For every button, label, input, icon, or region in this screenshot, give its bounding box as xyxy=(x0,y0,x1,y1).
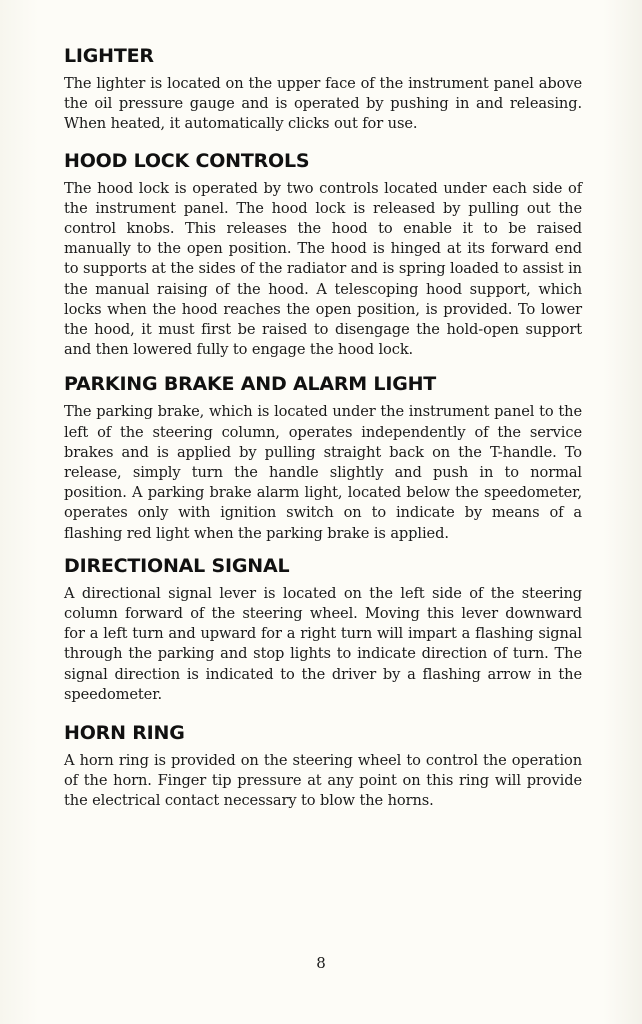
section-heading: PARKING BRAKE AND ALARM LIGHT xyxy=(64,373,437,396)
page-number: 8 xyxy=(316,954,326,972)
section-directional-signal xyxy=(64,554,582,705)
section-lighter xyxy=(64,44,582,135)
section-body: The hood lock is operated by two controls located under each side of the instrument panel. The hood lock is released by pulling out the control knobs. This releases the hood to enable it to be raised manually to the open position. The hood is hinged at its forward end to supports at the sides of the radiator and is spring loaded to assist in the manual raising of the hood. A telescoping hood support, which locks when the hood reaches the open position, is provided. To lower the hood, it must first be raised to disengage the hold-open support and then lowered fully to engage the hood lock. xyxy=(64,179,582,359)
section-hood-lock-controls xyxy=(64,149,582,361)
section-body: A directional signal lever is located on the left side of the steering column forward of the steering wheel. Moving this lever downward for a left turn and upward for a right turn will impart a flashing signal through the parking and stop lights to indicate direction of turn. The signal direction is indicated to the driver by a flashing arrow in the speedometer. xyxy=(64,584,582,703)
section-heading: DIRECTIONAL SIGNAL xyxy=(64,554,290,577)
section-body: The lighter is located on the upper face of the instrument panel above the oil pressure gauge and is operated by pushing in and releasing. When heated, it automatically clicks out for use. xyxy=(64,75,582,133)
section-parking-brake xyxy=(64,372,582,543)
section-heading: HORN RING xyxy=(64,722,185,745)
section-body: A horn ring is provided on the steering wheel to control the operation of the horn. Finger tip pressure at any point on this ring will provide the electrical contact necessary to blow the horns. xyxy=(64,752,582,810)
section-body: The parking brake, which is located under the instrument panel to the left of the steering column, operates independently of the service brakes and is applied by pulling straight back on the T-handle. To release, simply turn the handle slightly and push in to normal position. A parking brake alarm light, located below the speedometer, operates only with ignition switch on to indicate by means of a flashing red light when the parking brake is applied. xyxy=(64,403,582,542)
section-horn-ring xyxy=(64,721,582,812)
page-content xyxy=(64,44,582,812)
section-heading: HOOD LOCK CONTROLS xyxy=(64,149,310,172)
section-heading: LIGHTER xyxy=(64,45,154,67)
